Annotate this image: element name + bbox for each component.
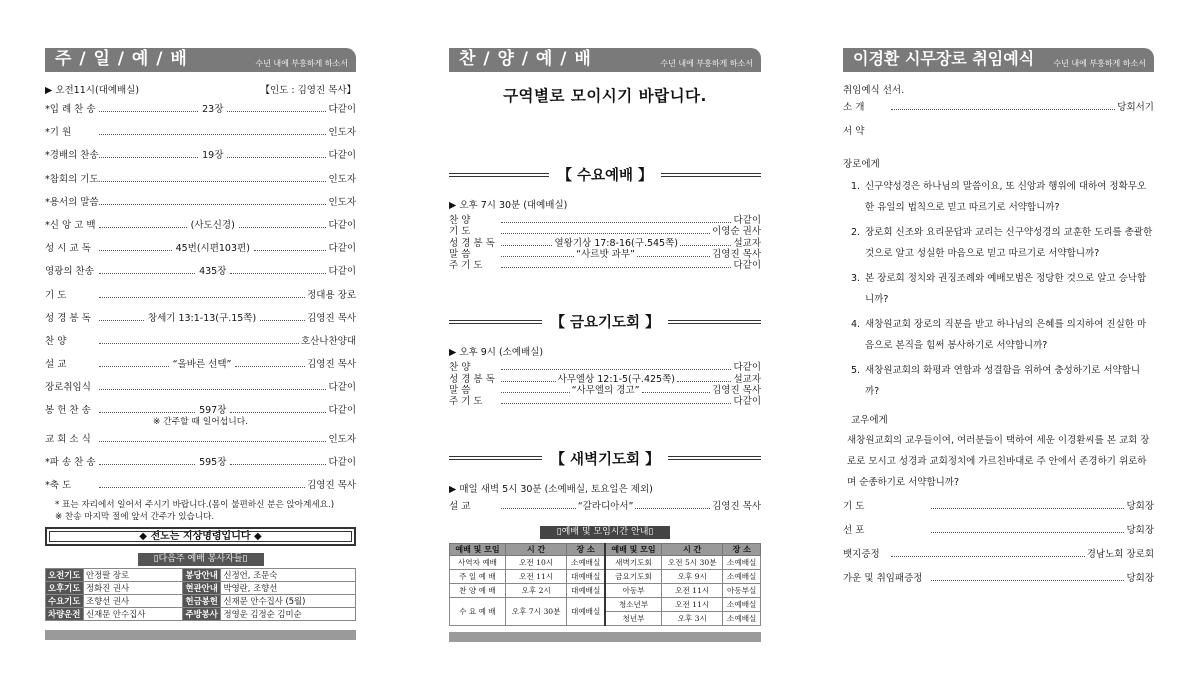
ceremony-person: 경남노회 장로회 (1086, 549, 1154, 560)
volunteer-name: 안정팔 장로 (84, 569, 183, 582)
volunteer-row (46, 582, 356, 595)
order-label: 성 경 봉 독 (449, 237, 495, 249)
ceremony-label: 뱃지증정 (843, 549, 880, 560)
order-label: 교 회 소 식 (45, 433, 91, 445)
order-person: 설교자 (733, 237, 761, 249)
order-person: 인도자 (328, 433, 356, 445)
sunday-worship-panel (45, 48, 356, 640)
schedule-header: 예배 및 모임 (605, 543, 662, 555)
schedule-header: 시 간 (662, 543, 723, 555)
order-label: 장로취임식 (45, 382, 91, 394)
order-label: 기 도 (449, 226, 471, 238)
order-label: *축 도 (45, 480, 72, 491)
leader-dots (501, 249, 574, 257)
order-person: 다같이 (328, 382, 356, 394)
schedule-table (449, 543, 761, 626)
schedule-row (450, 597, 761, 611)
leader-dots (677, 374, 732, 382)
order-label: *입 례 찬 송 (45, 104, 96, 115)
volunteer-name: 박영란, 조향선 (221, 582, 356, 595)
schedule-cell: 수 요 예 배 (450, 597, 506, 625)
schedule-cell: 대예배실 (567, 583, 605, 597)
order-row (449, 215, 761, 226)
order-row (449, 501, 761, 512)
order-row (449, 226, 761, 237)
section-header (843, 48, 1154, 72)
vow-item (851, 314, 1154, 356)
order-detail: “사무엘의 경고” (571, 385, 640, 397)
praise-worship-panel (449, 48, 761, 642)
leader-dots (99, 330, 299, 344)
order-person: 호산나찬양대 (300, 335, 356, 347)
section-header (45, 48, 356, 72)
vow-number: 3. (851, 273, 861, 284)
leader-dots (99, 474, 305, 488)
leader-dots (99, 353, 169, 367)
order-label: 영광의 찬송 (45, 266, 94, 278)
order-label: 봉 헌 찬 송 (45, 405, 91, 417)
leader-dots (891, 543, 1085, 557)
dawn-title: 【 새벽기도회 】 (550, 451, 660, 468)
order-row (45, 168, 356, 191)
schedule-cell: 오전 11시 (662, 597, 723, 611)
order-row (45, 237, 356, 260)
schedule-cell: 소예배실 (567, 555, 605, 569)
vow-text: 새창원교회의 화평과 연합과 성결함을 위하여 충성하기로 서약합니까? (865, 365, 1141, 397)
leader-dots (99, 144, 198, 158)
order-detail: (사도신경) (190, 219, 235, 231)
schedule-cell: 오전 10시 (505, 555, 566, 569)
schedule-cell: 오전 11시 (505, 569, 566, 583)
wednesday-header (449, 164, 761, 185)
leader-dots (931, 567, 1124, 581)
order-label: 말 씀 (449, 385, 471, 397)
order-row (45, 98, 356, 121)
dawn-time: ▶ 매일 새벽 5시 30분 (소예배실, 토요일은 제외) (449, 483, 653, 495)
section-header (449, 48, 761, 72)
leader-dots (99, 399, 195, 413)
schedule-cell: 청년부 (605, 611, 662, 625)
schedule-cell: 아동부 (605, 583, 662, 597)
order-row (449, 385, 761, 396)
leader-dots (230, 260, 326, 274)
order-detail: 595장 (199, 456, 227, 468)
order-label: *기 원 (45, 127, 72, 139)
dawn-header (449, 448, 761, 469)
leader-dots (235, 353, 305, 367)
ceremony-person: 당회장 (1126, 573, 1154, 584)
volunteer-row (46, 595, 356, 608)
evangelism-banner: ◆ 전도는 지상명령입니다 ◆ (45, 527, 356, 546)
order-row (449, 362, 761, 373)
volunteer-name: 정화진 권사 (84, 582, 183, 595)
order-detail: 45번(시편103편) (175, 243, 250, 255)
order-label: 말 씀 (449, 248, 471, 260)
order-detail: “사르밧 과부” (576, 248, 635, 260)
friday-title: 【 금요기도회 】 (550, 315, 660, 332)
order-row (449, 249, 761, 260)
schedule-cell: 오후 9시 (662, 569, 723, 583)
leader-dots (891, 96, 1115, 110)
order-person: 인도자 (328, 127, 356, 139)
motto: 수년 내에 부흥하게 하소서 (255, 59, 348, 68)
leader-dots (501, 362, 731, 370)
footer-bar (45, 630, 356, 640)
order-detail: 사무엘상 12:1-5(구.425쪽) (557, 373, 675, 385)
order-of-worship-cont (45, 428, 356, 498)
schedule-cell: 소예배실 (723, 611, 761, 625)
leader-dots (99, 451, 195, 465)
leader-dots (501, 385, 570, 393)
intro-rows (843, 96, 1154, 144)
motto: 수년 내에 부흥하게 하소서 (660, 59, 753, 68)
vow-item (851, 222, 1154, 264)
vow-number: 1. (851, 181, 861, 192)
service-info (45, 82, 356, 96)
order-detail: 435장 (199, 266, 227, 278)
installation-panel (843, 48, 1154, 591)
order-person: 설교자 (733, 373, 762, 385)
order-row (45, 376, 356, 399)
order-person: 김영진 목사 (307, 359, 356, 371)
schedule-cell: 사역자 예배 (450, 555, 506, 569)
volunteer-name: 신정언, 조문숙 (221, 569, 356, 582)
volunteer-role: 오후기도 (46, 582, 84, 595)
leader-dots (99, 428, 326, 442)
ceremony-row (843, 96, 1154, 120)
order-label: *신 앙 고 백 (45, 219, 96, 231)
volunteer-row (46, 608, 356, 621)
volunteer-role: 차량운전 (46, 608, 84, 621)
schedule-header: 시 간 (505, 543, 566, 555)
order-row (45, 474, 356, 497)
order-label: 성 시 교 독 (45, 243, 91, 255)
section-title: 찬 / 양 / 예 / 배 (459, 49, 592, 69)
ceremony-person: 당회장 (1126, 501, 1154, 512)
wednesday-title: 【 수요예배 】 (557, 168, 653, 184)
schedule-cell: 새벽기도회 (605, 555, 662, 569)
note-line: * 표는 자리에서 일어서 주시기 바랍니다.(몸이 불편하신 분은 앉아계세요.) (55, 500, 335, 511)
order-label: 찬 양 (45, 335, 67, 347)
vow-text: 본 장로회 정치와 권징조례와 예배모범은 정당한 것으로 알고 승낙합니까? (865, 273, 1147, 305)
order-person: 정대용 장로 (307, 289, 356, 301)
order-label: 기 도 (45, 289, 67, 301)
leader-dots (501, 238, 552, 246)
notes (45, 499, 356, 523)
leader-dots (501, 374, 556, 382)
vow-text: 신구약성경은 하나님의 말씀이요, 또 신앙과 행위에 대하여 정확무오한 유일의 법칙으로 믿고 따르기로 서약합니까? (865, 181, 1147, 213)
order-label: 설 교 (449, 500, 471, 512)
order-row (45, 260, 356, 283)
section-title: 주 / 일 / 예 / 배 (55, 49, 188, 69)
order-row (45, 428, 356, 451)
leader-dots (637, 249, 710, 257)
closing-rows (843, 495, 1154, 591)
schedule-cell: 대예배실 (567, 597, 605, 625)
order-row (45, 214, 356, 237)
order-row (449, 260, 761, 271)
schedule-header-row (450, 543, 761, 555)
order-label: 찬 양 (449, 362, 471, 374)
leader-dots (227, 98, 326, 112)
vow-item (851, 268, 1154, 310)
order-label: 찬 양 (449, 215, 471, 226)
leader-dots (230, 451, 326, 465)
ceremony-row (843, 567, 1154, 591)
order-label: 성 경 봉 독 (45, 312, 91, 324)
leader-dots (239, 214, 327, 228)
order-person: 인도자 (328, 173, 356, 185)
order-person: 다같이 (328, 456, 356, 468)
leader-dots (227, 144, 326, 158)
schedule-cell: 소예배실 (723, 555, 761, 569)
schedule-title: ▯예배 및 모임시간 안내▯ (540, 526, 670, 539)
ceremony-label: 기 도 (843, 501, 865, 512)
schedule-row (450, 555, 761, 569)
order-row (45, 307, 356, 330)
order-row (45, 284, 356, 307)
schedule-header: 예배 및 모임 (450, 543, 506, 555)
vows-list (843, 176, 1154, 402)
order-person: 다같이 (328, 405, 356, 417)
friday-time: ▶ 오후 9시 (소예배실) (449, 347, 544, 359)
order-person: 다같이 (733, 362, 761, 374)
note-line: ※ 찬송 마지막 절에 앞서 간주가 있습니다. (55, 512, 215, 523)
order-person: 다같이 (328, 266, 356, 278)
order-person: 김영진 목사 (307, 480, 356, 491)
order-detail: “갈라디아서” (577, 500, 634, 512)
order-row (45, 353, 356, 376)
order-label: 성 경 봉 독 (449, 373, 495, 385)
order-detail: 23장 (202, 104, 224, 115)
order-detail: 창세기 13:1-13(구.15쪽) (147, 312, 257, 324)
volunteer-role: 오전기도 (46, 569, 84, 582)
leader-dots (99, 98, 198, 112)
order-row (449, 238, 761, 249)
elder-label: 장로에게 (843, 159, 880, 170)
vow-item (851, 360, 1154, 402)
schedule-cell: 오전 11시 (662, 583, 723, 597)
order-label: 주 기 도 (449, 260, 483, 272)
order-person: 다같이 (733, 260, 761, 272)
volunteers-title: ▯다음주 예배 봉사자들▯ (138, 553, 264, 566)
volunteer-name: 신재문 안수집사 (84, 608, 183, 621)
leader-dots (501, 501, 576, 509)
order-row (449, 374, 761, 385)
friday-header (449, 311, 761, 332)
friday-order (449, 362, 761, 407)
ceremony-person: 당회장 (1126, 525, 1154, 536)
vow-number: 2. (851, 227, 861, 238)
leader-dots (99, 214, 187, 228)
ceremony-label: 소 개 (843, 102, 865, 113)
leader-dots (931, 495, 1124, 509)
order-row (45, 330, 356, 353)
order-row (45, 191, 356, 214)
schedule-row (450, 583, 761, 597)
volunteer-role: 봉당안내 (183, 569, 221, 582)
leader-dots (99, 307, 144, 321)
volunteer-role: 주방봉사 (183, 608, 221, 621)
schedule-cell: 오후 3시 (662, 611, 723, 625)
order-label: *용서의 말씀 (45, 196, 99, 208)
congregation-label: 교우에게 (851, 415, 888, 426)
ceremony-person: 당회서기 (1117, 102, 1154, 113)
service-time: ▶ 오전11시(대예배실) (45, 85, 140, 96)
ceremony-label: 선 포 (843, 525, 865, 536)
section-title: 이경환 시무장로 취임예식 (853, 49, 1035, 68)
ceremony-row (843, 120, 1154, 144)
leader-dots (642, 385, 711, 393)
order-detail: 597장 (199, 405, 227, 417)
order-label: 설 교 (45, 359, 67, 371)
leader-dots (99, 191, 326, 205)
motto: 수년 내에 부흥하게 하소서 (1053, 59, 1146, 68)
schedule-cell: 청소년부 (605, 597, 662, 611)
order-person: 이영순 권사 (712, 226, 761, 238)
volunteer-name: 신재문 안수집사 (5월) (221, 595, 356, 608)
volunteer-role: 현관안내 (183, 582, 221, 595)
leader-dots (501, 260, 731, 268)
schedule-cell: 오후 7시 30분 (505, 597, 566, 625)
order-person: 다같이 (733, 396, 761, 408)
stand-note: ※ 간주할 때 일어섭니다. (152, 416, 249, 427)
leader: 【인도 : 김영진 목사】 (260, 85, 356, 96)
schedule-cell: 찬 양 예 배 (450, 583, 506, 597)
leader-dots (635, 501, 710, 509)
schedule-cell: 대예배실 (567, 569, 605, 583)
ceremony-row (843, 519, 1154, 543)
order-row (45, 144, 356, 167)
wednesday-time: ▶ 오후 7시 30분 (대예배실) (449, 200, 568, 211)
schedule-cell: 소예배실 (723, 597, 761, 611)
schedule-cell: 소예배실 (723, 569, 761, 583)
volunteer-row (46, 569, 356, 582)
leader-dots (99, 260, 195, 274)
order-detail: 19장 (202, 150, 224, 162)
vow-number: 4. (851, 319, 861, 330)
order-label: 주 기 도 (449, 396, 483, 408)
leader-dots (99, 168, 326, 182)
volunteer-role: 헌금봉헌 (183, 595, 221, 608)
volunteer-role: 수요기도 (46, 595, 84, 608)
order-person: 인도자 (328, 196, 356, 208)
order-person: 김영진 목사 (712, 248, 761, 260)
leader-dots (99, 121, 326, 135)
volunteer-name: 조향선 권사 (84, 595, 183, 608)
order-person: 다같이 (733, 215, 761, 226)
volunteers-table (45, 568, 356, 621)
order-label: *참회의 기도 (45, 173, 99, 185)
order-row (45, 451, 356, 474)
order-label: *경배의 찬송 (45, 150, 99, 162)
ceremony-label: 서 약 (843, 126, 865, 137)
schedule-header: 장 소 (567, 543, 605, 555)
dawn-order (449, 501, 761, 512)
schedule-row (450, 569, 761, 583)
leader-dots (931, 519, 1124, 533)
order-person: 다같이 (328, 150, 357, 162)
leader-dots (99, 376, 326, 390)
wednesday-order (449, 215, 761, 271)
vow-text: 새창원교회 장로의 직분을 받고 하나님의 은혜를 의지하여 진실한 마음으로 본직을 힘써 봉사하기로 서약합니까? (865, 319, 1147, 351)
schedule-cell: 오후 2시 (505, 583, 566, 597)
schedule-header: 장 소 (723, 543, 761, 555)
ceremony-row (843, 495, 1154, 519)
leader-dots (260, 307, 305, 321)
order-of-worship (45, 98, 356, 423)
order-person: 김영진 목사 (712, 385, 761, 397)
order-row (45, 121, 356, 144)
ceremony-row (843, 543, 1154, 567)
order-person: 다같이 (328, 104, 357, 115)
vow-number: 5. (851, 365, 861, 376)
gathering-notice: 구역별로 모이시기 바랍니다. (503, 87, 707, 105)
vow-item (851, 176, 1154, 218)
order-detail: 열왕기상 17:8-16(구.545쪽) (554, 237, 678, 249)
schedule-cell: 주 일 예 배 (450, 569, 506, 583)
footer-bar (449, 632, 761, 642)
order-label: *파 송 찬 송 (45, 456, 96, 468)
congregation-text: 새창원교회의 교우들이여, 여러분들이 택하여 세운 이경환씨를 본 교회 장로로 모시고 성경과 교회정치에 가르친바대로 주 안에서 존경하기 위로하며 순종하기로 서약합니까? (847, 435, 1150, 488)
order-person: 다같이 (328, 219, 356, 231)
leader-dots (254, 237, 327, 251)
leader-dots (99, 284, 305, 298)
volunteer-name: 정영운 김정순 김미순 (221, 608, 356, 621)
leader-dots (501, 396, 731, 404)
schedule-cell: 금요기도회 (605, 569, 662, 583)
ceremony-label: 가운 및 취임패증정 (843, 573, 923, 584)
leader-dots (99, 237, 172, 251)
order-person: 김영진 목사 (712, 500, 762, 512)
leader-dots (501, 226, 710, 234)
intro: 취임예식 선서. (843, 85, 905, 96)
order-person: 다같이 (328, 243, 356, 255)
leader-dots (230, 399, 326, 413)
order-row (449, 396, 761, 407)
schedule-cell: 아동부실 (723, 583, 761, 597)
leader-dots (680, 238, 731, 246)
order-person: 김영진 목사 (307, 312, 356, 324)
leader-dots (501, 215, 731, 223)
schedule-cell: 오전 5시 30분 (662, 555, 723, 569)
order-detail: “올바른 선택” (172, 359, 232, 371)
vow-text: 장로회 신조와 요리문답과 교리는 신구약성경의 교훈한 도리를 총괄한 것으로 알고 성실한 마음으로 믿고 따르기로 서약합니까? (865, 227, 1153, 259)
